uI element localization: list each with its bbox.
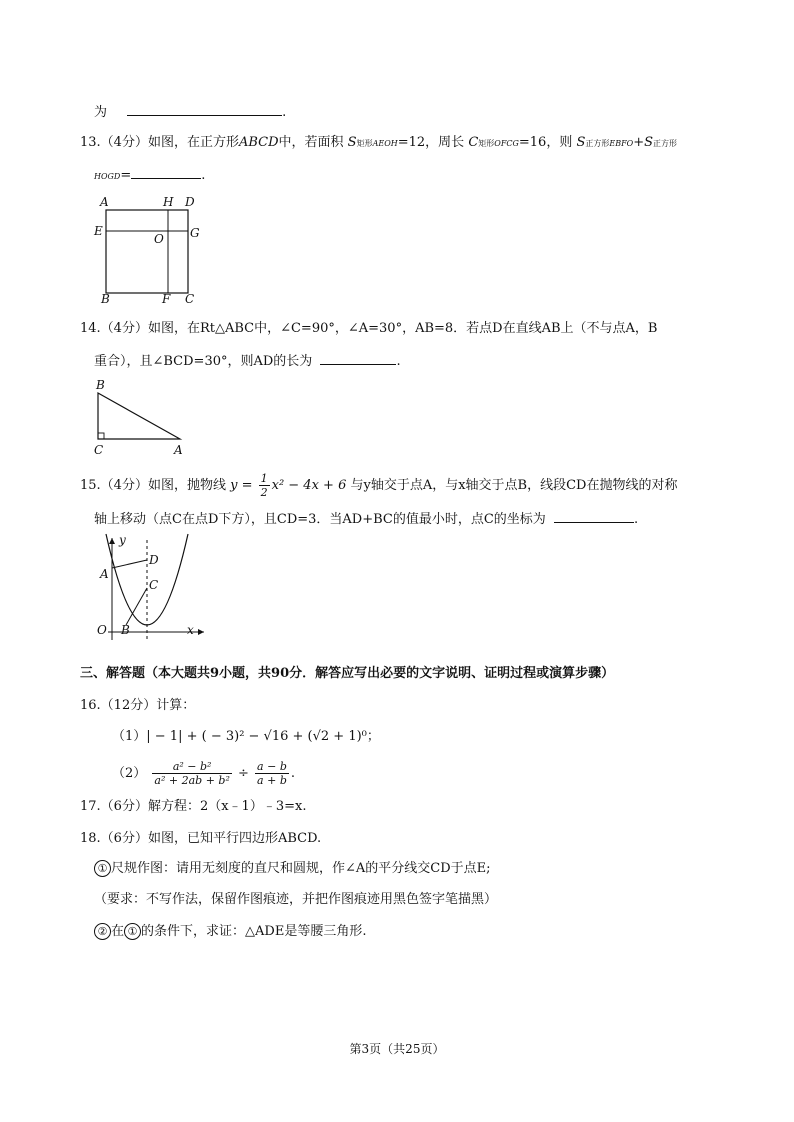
q13-answer-blank[interactable]	[131, 164, 201, 179]
q13-eq: =	[120, 168, 132, 183]
q18-step1-text: 尺规作图：请用无刻度的直尺和圆规，作∠A的平分线交CD于点E;	[111, 861, 491, 876]
q15-segment-ad	[112, 560, 147, 568]
q15-label-c: C	[149, 578, 159, 592]
q15-answer-blank[interactable]	[554, 508, 634, 523]
q13-c1-sub: 矩形	[478, 139, 495, 148]
q13-figure	[90, 193, 210, 305]
q15-line1	[80, 472, 677, 499]
page-footer: 第3页（共25页）	[349, 1042, 445, 1056]
q13-label-c: C	[185, 292, 195, 305]
q18-step2-a: 在	[111, 924, 125, 939]
q15-label-y: y	[119, 533, 126, 547]
q13-line2	[94, 164, 205, 187]
q14-line2-text: 重合），且∠BCD=30°，则AD的长为	[94, 354, 313, 369]
q15-frac-num: 1	[260, 472, 268, 485]
q18-step2-b: 的条件下，求证：△ADE是等腰三角形.	[141, 924, 367, 939]
q13-line1	[80, 133, 677, 154]
q16-frac2	[255, 760, 289, 787]
q13-label-h: H	[163, 195, 174, 209]
q14-triangle	[98, 393, 180, 439]
q13-label-o: O	[154, 232, 164, 246]
q15-frac-den: 2	[260, 486, 268, 499]
q13-t2: =12，周长	[397, 135, 465, 150]
q13-label-a: A	[100, 195, 109, 209]
q15-x-arrow	[198, 629, 204, 635]
q15-label-a: A	[100, 567, 109, 581]
q14-answer-blank[interactable]	[320, 350, 396, 365]
q15-label-x: x	[187, 623, 194, 637]
q17-line: 17.（6分）解方程：2（x﹣1）﹣3=x.	[80, 799, 307, 814]
q16-frac1	[152, 760, 231, 787]
q13-t3: =16，则	[518, 135, 573, 150]
q16-frac1-den: a² + 2ab + b²	[154, 774, 230, 787]
q18-note: （要求：不写作法，保留作图痕迹，并把作图痕迹用黑色签字笔描黑）	[94, 892, 498, 907]
q13-plus: +	[633, 135, 645, 150]
q15-label-b: B	[121, 623, 130, 637]
q18-head: 18.（6分）如图，已知平行四边形ABCD.	[80, 831, 322, 846]
q14-label-a: A	[174, 443, 183, 457]
q15-fraction	[259, 472, 270, 499]
section3-heading: 三、解答题（本大题共9小题，共90分．解答应写出必要的文字说明、证明过程或演算步骤）	[80, 666, 615, 681]
q15-line2-text: 轴上移动（点C在点D下方），且CD=3．当AD+BC的值最小时，点C的坐标为	[94, 512, 546, 527]
q13-s2: S	[576, 135, 586, 150]
q13-label-b: B	[101, 292, 110, 305]
q15-eq-rest: x² − 4x + 6	[271, 478, 347, 493]
q13-s1-sub: 矩形	[356, 139, 373, 148]
q16-part2-end: .	[290, 766, 295, 781]
q13-t1: 中，若面积	[278, 135, 344, 150]
q13-s1-it: AEOH	[372, 139, 398, 148]
q14-figure	[90, 375, 190, 459]
q13-s2-sub: 正方形	[585, 139, 610, 148]
q15-t1: 与y轴交于点A，与x轴交于点B，线段CD在抛物线的对称	[350, 478, 678, 493]
q13-label-g: G	[190, 226, 200, 240]
q15-label-d: D	[149, 553, 159, 567]
q16-frac2-num: a − b	[257, 760, 287, 773]
q14-line1: 14.（4分）如图，在Rt△ABC中，∠C=90°，∠A=30°，AB=8．若点D在直线AB上（不与点A，B	[80, 321, 658, 336]
q13-s2-it: EBFO	[609, 139, 634, 148]
q14-line2	[94, 350, 401, 372]
q12-tail	[94, 101, 286, 123]
q18-step2	[94, 922, 366, 942]
q16-part1: （1）| − 1| + ( − 3)² − √16 + (√2 + 1)⁰；	[112, 729, 380, 744]
q13-s3: S	[644, 135, 654, 150]
q16-part2	[112, 757, 295, 791]
q12-prefix: 为	[94, 105, 108, 120]
q13-abcd: ABCD	[238, 135, 279, 150]
q13-c1-it: OFCG	[494, 139, 519, 148]
q15-head: 15.（4分）如图，抛物线	[80, 478, 226, 493]
q12-answer-blank[interactable]	[127, 101, 282, 116]
q13-line2-it: HOGD	[94, 172, 121, 181]
q13-s1: S	[347, 135, 357, 150]
q15-figure	[90, 530, 210, 645]
q12-period: .	[282, 105, 287, 120]
q14-label-b: B	[96, 378, 105, 392]
q14-end: .	[396, 354, 401, 369]
q15-y-arrow	[109, 538, 115, 544]
q16-div-sign: ÷	[238, 766, 249, 781]
q15-line2	[94, 508, 638, 530]
q13-c1: C	[468, 135, 479, 150]
q16-head: 16.（12分）计算：	[80, 698, 196, 713]
q15-eq-y: y =	[230, 478, 253, 493]
q13-square	[106, 210, 188, 293]
q13-label-d: D	[185, 195, 195, 209]
q15-end: .	[633, 512, 639, 527]
q15-label-o: O	[97, 623, 107, 637]
q18-circle-ref: ①	[124, 923, 141, 940]
q16-frac2-den: a + b	[257, 774, 287, 787]
q13-label-e: E	[94, 224, 103, 238]
q13-head: 13.（4分）如图，在正方形	[80, 135, 239, 150]
q18-circle-1: ①	[94, 860, 111, 877]
q16-frac1-num: a² − b²	[152, 760, 231, 774]
q18-step1	[94, 859, 491, 879]
q18-circle-2: ②	[94, 923, 111, 940]
q14-label-c: C	[94, 443, 104, 457]
q13-s3-sub: 正方形	[653, 139, 678, 148]
q13-end: .	[201, 168, 206, 183]
q13-label-f: F	[162, 292, 171, 305]
q16-part2-label: （2）	[112, 766, 147, 781]
q14-right-angle-mark	[98, 433, 104, 439]
